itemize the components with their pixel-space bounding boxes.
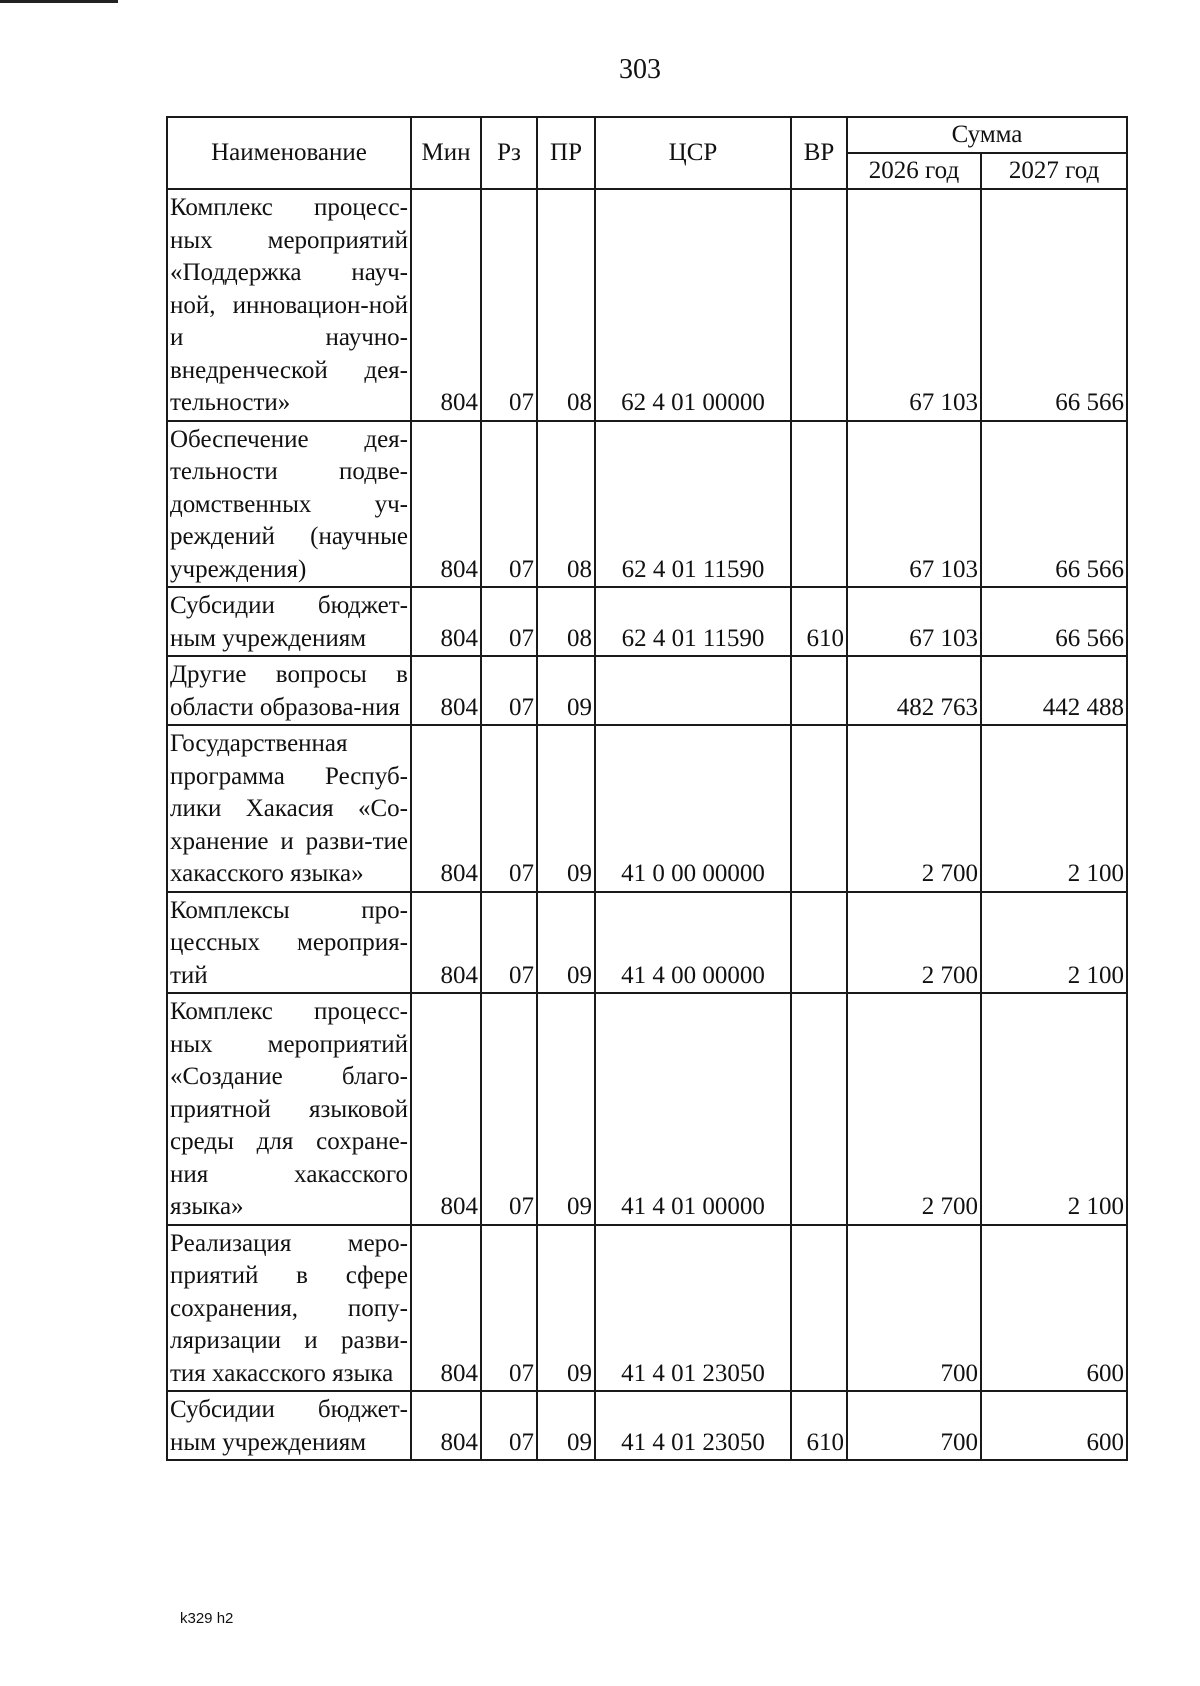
cell-pr: 08	[537, 189, 595, 421]
cell-name: Другие вопросы в области образова-ния	[167, 656, 411, 725]
cell-csr: 62 4 01 00000	[595, 189, 791, 421]
cell-pr: 09	[537, 725, 595, 892]
cell-vr	[791, 421, 847, 588]
cell-csr: 41 4 01 23050	[595, 1391, 791, 1460]
header-sum: Сумма	[847, 117, 1127, 153]
cell-pr: 09	[537, 1225, 595, 1392]
cell-rz: 07	[481, 1391, 537, 1460]
table-row	[167, 656, 1127, 725]
cell-2027: 2 100	[981, 892, 1127, 994]
cell-vr	[791, 656, 847, 725]
table-row	[167, 189, 1127, 421]
cell-csr	[595, 656, 791, 725]
cell-vr: 610	[791, 1391, 847, 1460]
cell-csr: 41 4 01 00000	[595, 993, 791, 1225]
cell-min: 804	[411, 189, 481, 421]
cell-rz: 07	[481, 421, 537, 588]
cell-rz: 07	[481, 587, 537, 656]
cell-2026: 67 103	[847, 189, 981, 421]
header-vr: ВР	[791, 117, 847, 189]
cell-name: Комплекс процесс-ных мероприятий «Создание благо-приятной языковой среды для сохране-ния хакасского языка»	[167, 993, 411, 1225]
top-rule	[0, 0, 118, 3]
cell-2026: 2 700	[847, 725, 981, 892]
footer-code: k329 h2	[180, 1610, 234, 1627]
cell-rz: 07	[481, 1225, 537, 1392]
cell-min: 804	[411, 656, 481, 725]
header-pr: ПР	[537, 117, 595, 189]
cell-name: Комплексы про-цессных мероприя-тий	[167, 892, 411, 994]
cell-2026: 700	[847, 1225, 981, 1392]
header-name: Наименование	[167, 117, 411, 189]
header-min: Мин	[411, 117, 481, 189]
cell-pr: 08	[537, 421, 595, 588]
cell-2027: 2 100	[981, 993, 1127, 1225]
cell-vr	[791, 189, 847, 421]
cell-pr: 09	[537, 892, 595, 994]
table-row	[167, 1391, 1127, 1460]
cell-pr: 09	[537, 656, 595, 725]
cell-min: 804	[411, 1391, 481, 1460]
cell-vr	[791, 993, 847, 1225]
budget-table	[166, 116, 1128, 1461]
cell-name: Субсидии бюджет-ным учреждениям	[167, 1391, 411, 1460]
cell-2027: 66 566	[981, 421, 1127, 588]
cell-vr: 610	[791, 587, 847, 656]
cell-min: 804	[411, 725, 481, 892]
table-row	[167, 725, 1127, 892]
cell-rz: 07	[481, 993, 537, 1225]
cell-min: 804	[411, 421, 481, 588]
cell-pr: 09	[537, 993, 595, 1225]
cell-2026: 482 763	[847, 656, 981, 725]
table-row	[167, 993, 1127, 1225]
cell-2027: 66 566	[981, 587, 1127, 656]
cell-rz: 07	[481, 656, 537, 725]
cell-pr: 08	[537, 587, 595, 656]
cell-name: Реализация меро-приятий в сфере сохранения, попу-ляризации и разви-тия хакасского языка	[167, 1225, 411, 1392]
cell-vr	[791, 1225, 847, 1392]
cell-min: 804	[411, 993, 481, 1225]
header-2026: 2026 год	[847, 153, 981, 189]
cell-csr: 62 4 01 11590	[595, 421, 791, 588]
cell-name: Комплекс процесс-ных мероприятий «Поддержка науч-ной, инновацион-ной и научно-внедренческой дея-тельности»	[167, 189, 411, 421]
cell-2026: 700	[847, 1391, 981, 1460]
cell-rz: 07	[481, 725, 537, 892]
cell-2026: 2 700	[847, 892, 981, 994]
cell-csr: 41 0 00 00000	[595, 725, 791, 892]
cell-csr: 41 4 00 00000	[595, 892, 791, 994]
cell-pr: 09	[537, 1391, 595, 1460]
cell-name: Обеспечение дея-тельности подве-домственных уч-реждений (научные учреждения)	[167, 421, 411, 588]
table-row	[167, 587, 1127, 656]
cell-2026: 2 700	[847, 993, 981, 1225]
cell-name: Государственная программа Респуб-лики Хакасия «Со-хранение и разви-тие хакасского языка»	[167, 725, 411, 892]
cell-vr	[791, 725, 847, 892]
cell-min: 804	[411, 587, 481, 656]
cell-min: 804	[411, 892, 481, 994]
cell-2027: 600	[981, 1225, 1127, 1392]
cell-min: 804	[411, 1225, 481, 1392]
cell-2027: 600	[981, 1391, 1127, 1460]
cell-rz: 07	[481, 189, 537, 421]
cell-2027: 442 488	[981, 656, 1127, 725]
table-body	[167, 189, 1127, 1460]
table-row	[167, 892, 1127, 994]
cell-name: Субсидии бюджет-ным учреждениям	[167, 587, 411, 656]
cell-2027: 66 566	[981, 189, 1127, 421]
cell-2026: 67 103	[847, 421, 981, 588]
cell-vr	[791, 892, 847, 994]
cell-csr: 62 4 01 11590	[595, 587, 791, 656]
cell-2026: 67 103	[847, 587, 981, 656]
page-number: 303	[619, 54, 661, 85]
header-2027: 2027 год	[981, 153, 1127, 189]
cell-2027: 2 100	[981, 725, 1127, 892]
cell-csr: 41 4 01 23050	[595, 1225, 791, 1392]
cell-rz: 07	[481, 892, 537, 994]
table-row	[167, 1225, 1127, 1392]
table-row	[167, 421, 1127, 588]
header-rz: Рз	[481, 117, 537, 189]
header-csr: ЦСР	[595, 117, 791, 189]
